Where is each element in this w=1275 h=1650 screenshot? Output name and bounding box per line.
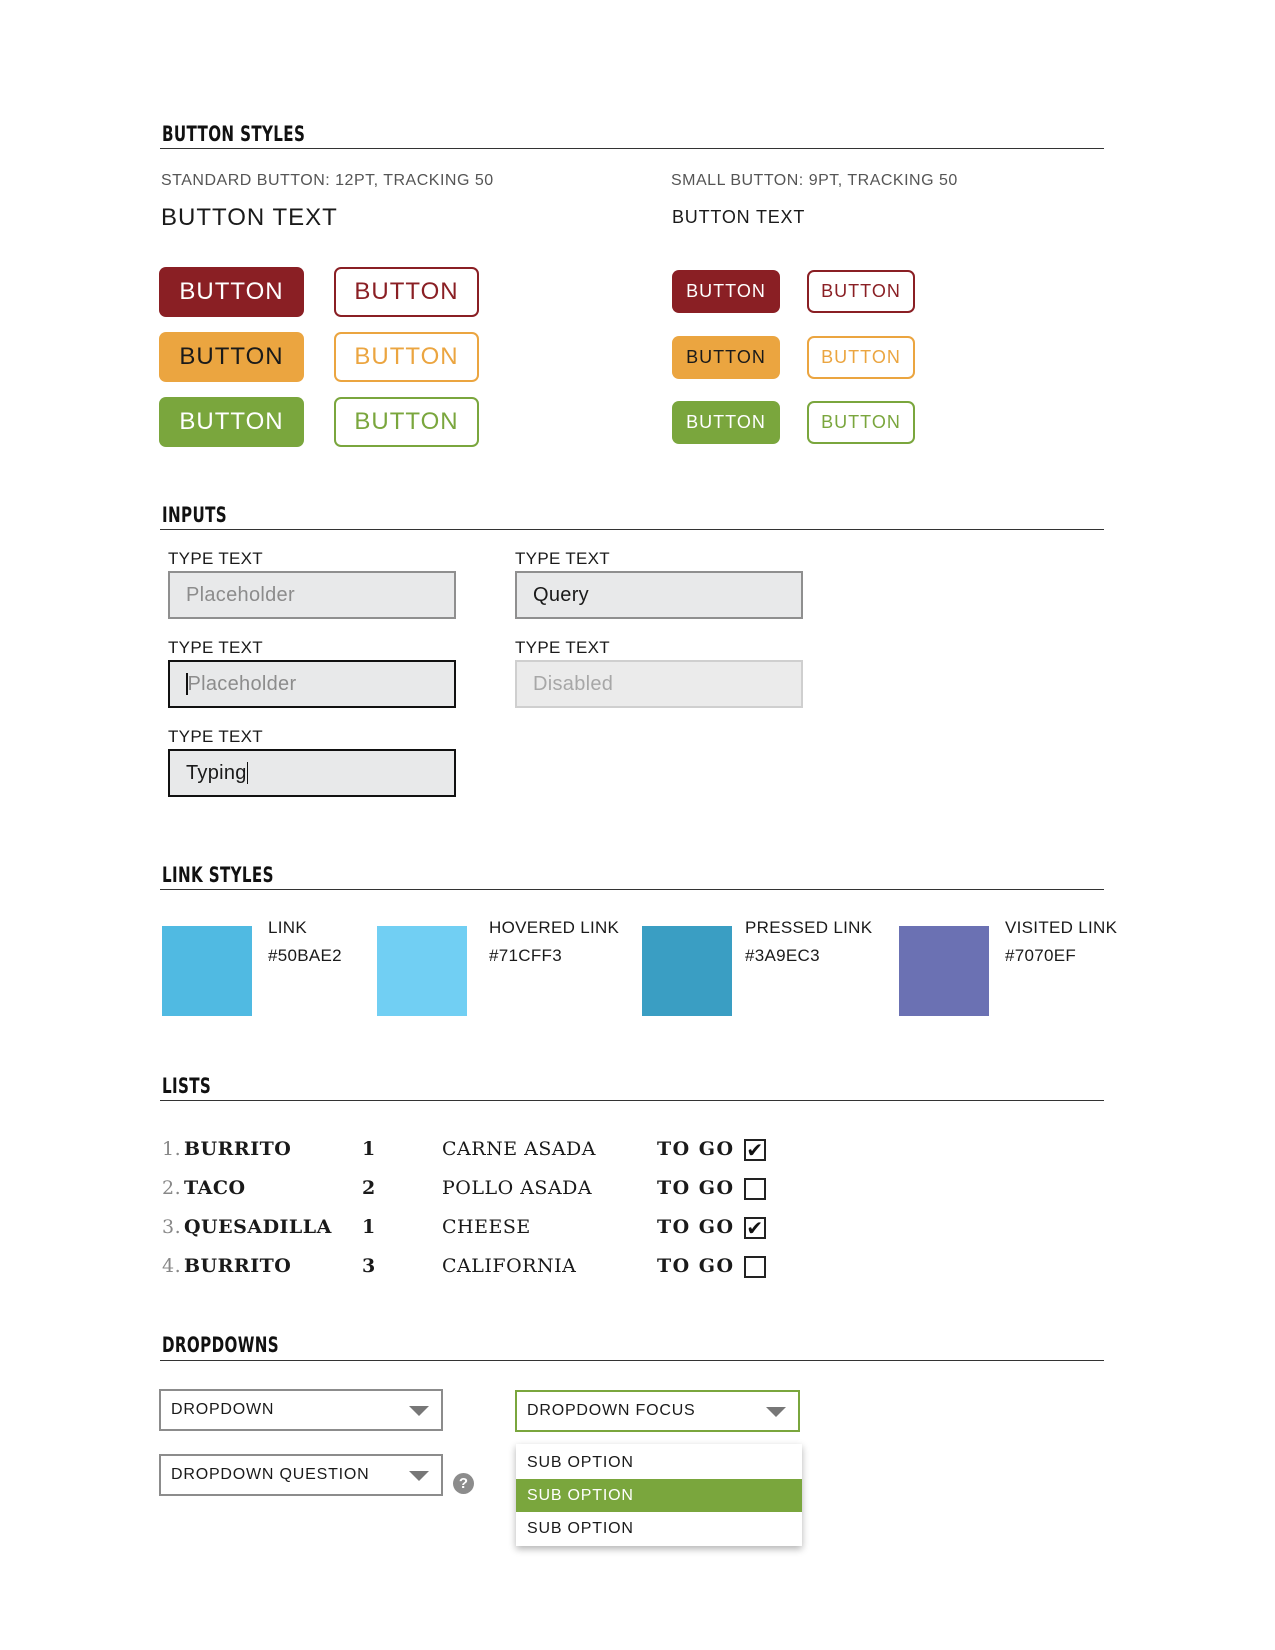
pressed-link-swatch (642, 926, 732, 1016)
small-outline-red-button[interactable]: BUTTON (807, 270, 915, 313)
large-solid-orange-button[interactable]: BUTTON (159, 332, 304, 382)
text-cursor (247, 762, 249, 784)
link-swatch-text (268, 914, 342, 970)
text-input-query[interactable] (515, 571, 803, 619)
dropdown-question[interactable] (159, 1454, 443, 1496)
link-swatch-name: VISITED LINK (1005, 918, 1118, 937)
dropdown-value: DROPDOWN FOCUS (527, 1402, 696, 1419)
dropdown-value: DROPDOWN QUESTION (171, 1466, 370, 1483)
large-outline-orange-button[interactable]: BUTTON (334, 332, 479, 382)
list-item-name: BURRITO (184, 1138, 292, 1160)
input-label: TYPE TEXT (168, 727, 263, 746)
small-solid-green-button[interactable]: BUTTON (672, 401, 780, 444)
list-item-togo-label: TO GO (657, 1216, 735, 1238)
togo-checkbox[interactable] (744, 1178, 766, 1200)
link-swatch-hex: #3A9EC3 (745, 946, 820, 965)
small-solid-orange-button[interactable]: BUTTON (672, 336, 780, 379)
small-button-spec: SMALL BUTTON: 9PT, TRACKING 50 (671, 172, 958, 189)
list-number: 4. (162, 1255, 182, 1277)
input-label: TYPE TEXT (515, 638, 610, 657)
list-item-name: TACO (184, 1177, 246, 1199)
pressed-link-swatch-text (745, 914, 872, 970)
togo-checkbox[interactable] (744, 1256, 766, 1278)
section-title-inputs: INPUTS (162, 503, 228, 527)
large-solid-red-button[interactable]: BUTTON (159, 267, 304, 317)
list-item-description: CARNE ASADA (442, 1138, 597, 1160)
list-item-quantity: 2 (362, 1177, 376, 1199)
input-placeholder: Placeholder (186, 583, 295, 606)
hovered-link-swatch-text (489, 914, 619, 970)
input-label: TYPE TEXT (168, 549, 263, 568)
chevron-down-icon (409, 1471, 429, 1481)
small-solid-red-button[interactable]: BUTTON (672, 270, 780, 313)
list-item-togo-label: TO GO (657, 1255, 735, 1277)
section-divider (160, 1360, 1104, 1361)
chevron-down-icon (409, 1406, 429, 1416)
link-swatch-hex: #50BAE2 (268, 946, 342, 965)
list-item-description: CALIFORNIA (442, 1255, 577, 1277)
link-swatch (162, 926, 252, 1016)
list-item-name: QUESADILLA (184, 1216, 332, 1238)
text-input-focused[interactable] (168, 660, 456, 708)
dropdown-option[interactable]: SUB OPTION (527, 1453, 634, 1471)
link-swatch-name: PRESSED LINK (745, 918, 873, 937)
link-swatch-hex: #71CFF3 (489, 946, 562, 965)
input-label: TYPE TEXT (168, 638, 263, 657)
dropdown-option[interactable]: SUB OPTION (516, 1479, 802, 1512)
list-item-name: BURRITO (184, 1255, 292, 1277)
text-input-typing[interactable] (168, 749, 456, 797)
input-placeholder: Placeholder (187, 672, 297, 695)
list-item-quantity: 3 (362, 1255, 376, 1277)
section-divider (160, 889, 1104, 890)
chevron-down-icon (766, 1407, 786, 1417)
section-divider (160, 1100, 1104, 1101)
standard-button-spec: STANDARD BUTTON: 12PT, TRACKING 50 (161, 172, 494, 189)
list-number: 3. (162, 1216, 182, 1238)
input-value: Disabled (533, 672, 614, 695)
section-title-dropdowns: DROPDOWNS (162, 1333, 279, 1357)
link-swatch-name: LINK (268, 918, 307, 937)
large-solid-green-button[interactable]: BUTTON (159, 397, 304, 447)
list-number: 1. (162, 1138, 182, 1160)
section-title-buttons: BUTTON STYLES (162, 122, 306, 146)
dropdown-option[interactable]: SUB OPTION (527, 1519, 634, 1537)
hovered-link-swatch (377, 926, 467, 1016)
dropdown-focus[interactable] (515, 1390, 800, 1432)
link-swatch-hex: #7070EF (1005, 946, 1077, 965)
small-outline-orange-button[interactable]: BUTTON (807, 336, 915, 379)
help-icon[interactable]: ? (453, 1473, 474, 1494)
text-input-disabled (515, 660, 803, 708)
small-button-sample: BUTTON TEXT (672, 207, 806, 227)
input-value: Typing (186, 761, 247, 784)
list-number: 2. (162, 1177, 182, 1199)
standard-button-sample: BUTTON TEXT (161, 204, 338, 231)
input-label: TYPE TEXT (515, 549, 610, 568)
section-title-lists: LISTS (162, 1074, 212, 1098)
small-outline-green-button[interactable]: BUTTON (807, 401, 915, 444)
list-item-togo-label: TO GO (657, 1177, 735, 1199)
input-value: Query (533, 583, 589, 606)
large-outline-green-button[interactable]: BUTTON (334, 397, 479, 447)
togo-checkbox[interactable]: ✔ (744, 1217, 766, 1239)
dropdown-menu (516, 1444, 802, 1546)
list-item-quantity: 1 (362, 1138, 376, 1160)
section-divider (160, 148, 1104, 149)
large-outline-red-button[interactable]: BUTTON (334, 267, 479, 317)
visited-link-swatch (899, 926, 989, 1016)
visited-link-swatch-text (1005, 914, 1117, 970)
togo-checkbox[interactable]: ✔ (744, 1139, 766, 1161)
text-input-placeholder[interactable] (168, 571, 456, 619)
list-item-description: POLLO ASADA (442, 1177, 593, 1199)
list-item-quantity: 1 (362, 1216, 376, 1238)
link-swatch-name: HOVERED LINK (489, 918, 620, 937)
section-divider (160, 529, 1104, 530)
dropdown-default[interactable] (159, 1389, 443, 1431)
dropdown-value: DROPDOWN (171, 1401, 275, 1418)
list-item-togo-label: TO GO (657, 1138, 735, 1160)
section-title-links: LINK STYLES (162, 863, 274, 887)
list-item-description: CHEESE (442, 1216, 531, 1238)
